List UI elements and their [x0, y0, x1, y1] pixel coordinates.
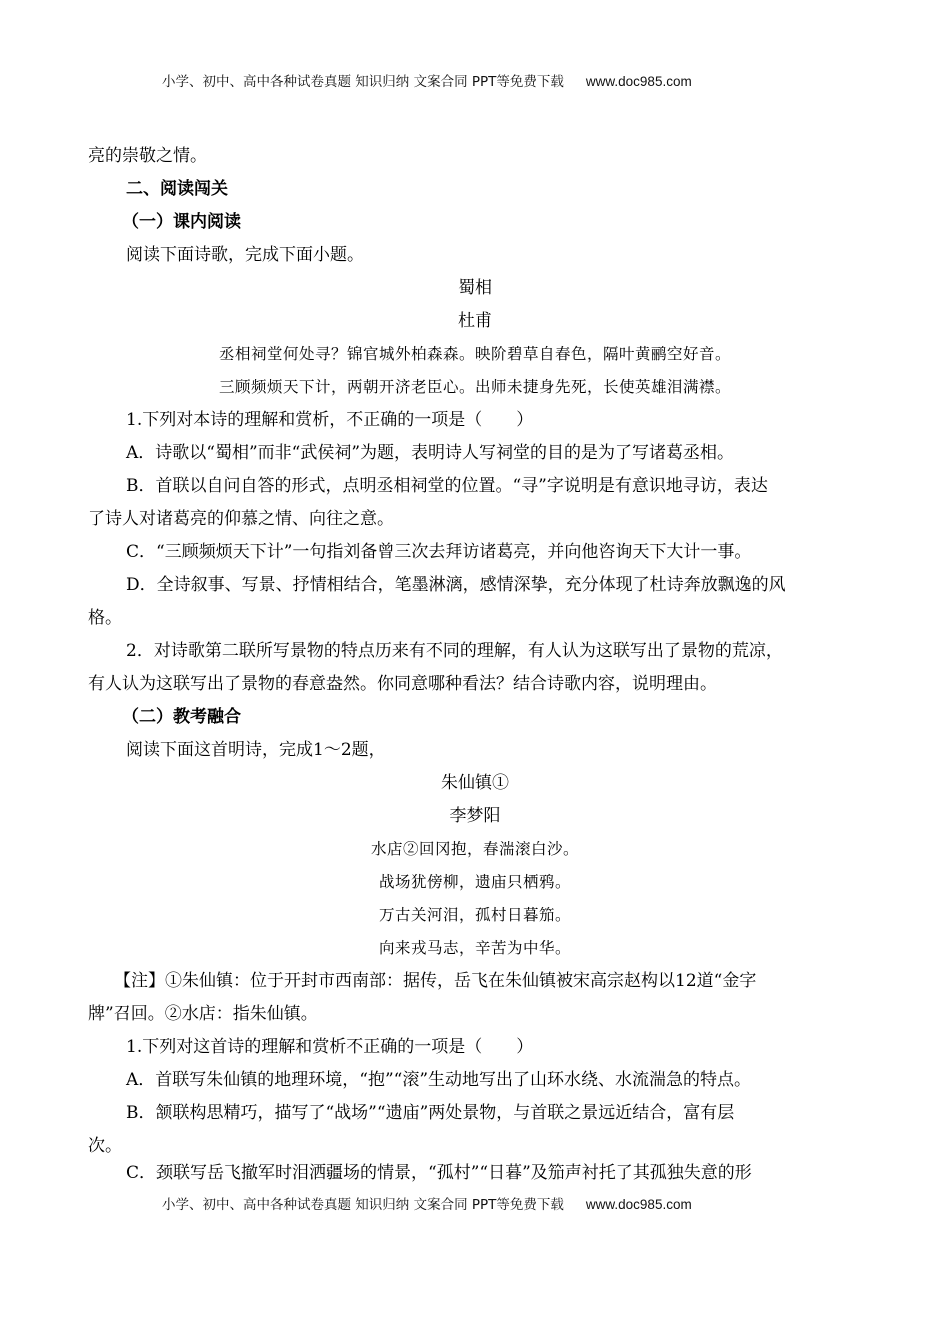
option-d: D．全诗叙事、写景、抒情相结合，笔墨淋漓，感情深挚，充分体现了杜诗奔放飘逸的风	[126, 575, 786, 595]
part1-instruction: 阅读下面诗歌，完成下面小题。	[126, 245, 364, 265]
poem1-author: 杜甫	[458, 311, 492, 331]
question-stem: 1.下列对这首诗的理解和赏析不正确的一项是（ ）	[126, 1037, 534, 1057]
option-d-cont: 格。	[88, 608, 122, 628]
option-b-cont: 次。	[88, 1136, 122, 1156]
option-a: A．诗歌以“蜀相”而非“武侯祠”为题，表明诗人写祠堂的目的是为了写诸葛丞相。	[126, 443, 735, 463]
page-header	[162, 70, 692, 90]
part2-title: （二）教考融合	[122, 707, 241, 727]
note: 【注】①朱仙镇：位于开封市西南部：据传，岳飞在朱仙镇被宋高宗赵构以12道“金字	[114, 971, 757, 991]
section-title: 二、阅读闯关	[126, 179, 228, 199]
option-c: C．“三顾频烦天下计”一句指刘备曾三次去拜访诸葛亮，并向他咨询天下大计一事。	[126, 542, 752, 562]
question-2-cont: 有人认为这联写出了景物的春意盎然。你同意哪种看法？结合诗歌内容，说明理由。	[88, 674, 717, 694]
option-c: C．颈联写岳飞撤军时泪洒疆场的情景，“孤村”“日暮”及笳声衬托了其孤独失意的形	[126, 1163, 752, 1183]
poem2-author: 李梦阳	[449, 806, 501, 826]
question-2: 2．对诗歌第二联所写景物的特点历来有不同的理解，有人认为这联写出了景物的荒凉，	[126, 641, 783, 661]
note-cont: 牌”召回。②水店：指朱仙镇。	[88, 1004, 318, 1024]
page-footer	[162, 1193, 692, 1213]
option-b-cont: 了诗人对诸葛亮的仰慕之情、向往之意。	[88, 509, 394, 529]
poem2-title: 朱仙镇①	[441, 773, 509, 793]
poem2-line: 万古关河泪，孤村日暮笳。	[378, 906, 571, 924]
header-url[interactable]: www.doc985.com	[585, 74, 692, 89]
carry-over-text: 亮的崇敬之情。	[88, 146, 207, 166]
footer-text: 小学、初中、高中各种试卷真题 知识归纳 文案合同 PPT等免费下载	[162, 1197, 564, 1213]
poem2-line: 水店②回冈抱，春湍滚白沙。	[370, 840, 579, 858]
poem1-title: 蜀相	[458, 278, 492, 298]
poem1-line: 丞相祠堂何处寻？锦官城外柏森森。映阶碧草自春色，隔叶黄鹂空好音。	[218, 345, 731, 363]
header-text: 小学、初中、高中各种试卷真题 知识归纳 文案合同 PPT等免费下载	[162, 74, 564, 90]
footer-url[interactable]: www.doc985.com	[585, 1197, 692, 1212]
option-a: A．首联写朱仙镇的地理环境，“抱”“滚”生动地写出了山环水绕、水流湍急的特点。	[126, 1070, 752, 1090]
option-b: B．首联以自问自答的形式，点明丞相祠堂的位置。“寻”字说明是有意识地寻访，表达	[126, 476, 768, 496]
part2-instruction: 阅读下面这首明诗，完成1～2题，	[126, 740, 386, 760]
poem2-line: 战场犹傍柳，遗庙只栖鸦。	[378, 873, 571, 891]
part1-title: （一）课内阅读	[122, 212, 241, 232]
poem2-line: 向来戎马志，辛苦为中华。	[378, 939, 571, 957]
option-b: B．颔联构思精巧，描写了“战场”“遗庙”两处景物，与首联之景远近结合，富有层	[126, 1103, 735, 1123]
poem1-line: 三顾频烦天下计，两朝开济老臣心。出师未捷身先死，长使英雄泪满襟。	[218, 378, 731, 396]
question-stem: 1.下列对本诗的理解和赏析，不正确的一项是（ ）	[126, 410, 534, 430]
